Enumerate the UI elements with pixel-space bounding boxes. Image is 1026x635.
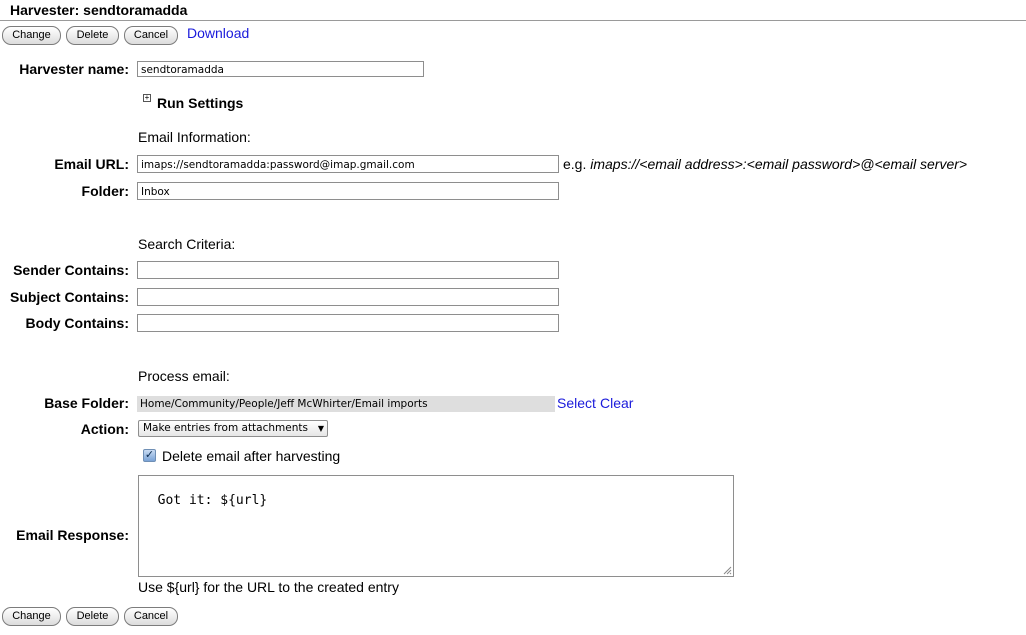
action-select[interactable] [138, 420, 328, 437]
title-divider [0, 20, 1026, 21]
base-folder-value: Home/Community/People/Jeff McWhirter/Email imports [137, 396, 555, 412]
clear-folder-link[interactable]: Clear [600, 395, 634, 411]
delete-after-checkbox[interactable]: ✓ [144, 449, 155, 461]
change-button[interactable]: Change [2, 26, 61, 45]
harvester-name-label: Harvester name: [19, 61, 129, 77]
subject-contains-input[interactable] [137, 288, 559, 306]
email-info-heading: Email Information: [138, 129, 251, 145]
email-url-hint [563, 156, 967, 172]
email-url-label: Email URL: [54, 156, 129, 172]
page-title: Harvester: sendtoramadda [10, 2, 188, 18]
email-url-input[interactable]: imaps://sendtoramadda:password@imap.gmail.com [137, 155, 559, 173]
process-email-heading: Process email: [138, 368, 230, 384]
email-url-hint-example: imaps://<email address>:<email password>@<email server> [590, 156, 968, 172]
search-criteria-heading: Search Criteria: [138, 236, 236, 252]
download-link[interactable]: Download [187, 25, 250, 41]
dropdown-arrow-icon: ▼ [317, 424, 324, 433]
action-label: Action: [80, 421, 129, 437]
body-contains-label: Body Contains: [25, 315, 129, 331]
action-selected-value: Make entries from attachments [143, 422, 308, 434]
footer-delete-button[interactable]: Delete [66, 607, 119, 626]
sender-contains-label: Sender Contains: [13, 262, 129, 278]
delete-after-label: Delete email after harvesting [162, 448, 341, 464]
subject-contains-label: Subject Contains: [9, 289, 129, 305]
email-url-hint-prefix: e.g. [563, 156, 591, 172]
cancel-button[interactable]: Cancel [124, 26, 178, 45]
harvester-name-input[interactable]: sendtoramadda [137, 61, 424, 77]
email-response-hint: Use ${url} for the URL to the created entry [138, 579, 399, 595]
plus-expand-icon[interactable]: + [144, 93, 150, 102]
folder-input[interactable]: Inbox [137, 182, 559, 200]
folder-label: Folder: [81, 183, 129, 199]
email-response-text: Got it: ${url} [157, 493, 268, 508]
footer-cancel-button[interactable]: Cancel [124, 607, 178, 626]
select-folder-link[interactable]: Select [557, 395, 596, 411]
body-contains-input[interactable] [137, 314, 559, 332]
email-response-textarea[interactable] [138, 475, 734, 577]
delete-button[interactable]: Delete [66, 26, 119, 45]
sender-contains-input[interactable] [137, 261, 559, 279]
resize-grip-icon[interactable] [722, 565, 732, 575]
email-response-label: Email Response: [16, 527, 129, 543]
run-settings-toggle[interactable]: Run Settings [157, 95, 244, 111]
footer-change-button[interactable]: Change [2, 607, 61, 626]
base-folder-label: Base Folder: [44, 395, 129, 411]
